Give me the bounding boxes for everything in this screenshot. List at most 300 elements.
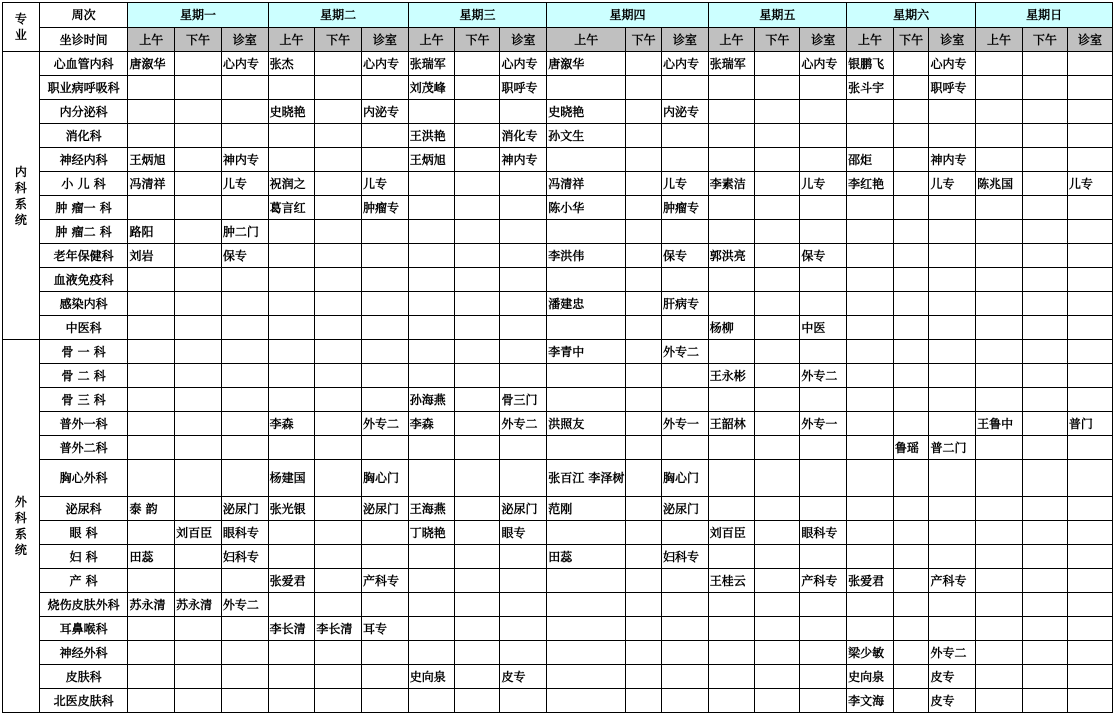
morning-doctor-cell [128,665,175,689]
clinic-room-cell [800,340,847,364]
morning-doctor-cell: 冯清祥 [547,172,626,196]
afternoon-doctor-cell [893,316,929,340]
clinic-room-cell [800,665,847,689]
afternoon-doctor-cell [175,196,222,220]
afternoon-doctor-cell [626,76,662,100]
clinic-room-cell [1067,292,1112,316]
afternoon-doctor-cell [455,617,500,641]
clinic-room-cell [929,268,976,292]
morning-doctor-cell [268,545,315,569]
table-row [3,268,1113,292]
clinic-room-cell [1067,268,1112,292]
clinic-room-cell [500,292,547,316]
clinic-room-cell [1067,76,1112,100]
morning-doctor-cell [847,436,894,460]
afternoon-doctor-cell [175,124,222,148]
afternoon-doctor-cell [893,412,929,436]
morning-doctor-cell [268,148,315,172]
clinic-room-cell [800,76,847,100]
table-row [3,665,1113,689]
clinic-room-cell: 妇科专 [221,545,268,569]
department-name: 肿 瘤二 科 [39,220,128,244]
morning-doctor-cell: 张斗宇 [847,76,894,100]
clinic-room-cell: 外专二 [661,340,708,364]
clinic-room-cell [221,460,268,497]
afternoon-doctor-cell [315,268,362,292]
clinic-room-cell [221,388,268,412]
afternoon-doctor-cell [893,497,929,521]
clinic-room-cell [362,593,409,617]
clinic-room-cell [362,689,409,713]
morning-doctor-cell [708,617,755,641]
table-row [3,100,1113,124]
clinic-room-cell [929,545,976,569]
afternoon-doctor-cell [1022,412,1067,436]
afternoon-doctor-cell [893,268,929,292]
morning-doctor-cell: 杨柳 [708,316,755,340]
clinic-room-cell: 职呼专 [500,76,547,100]
morning-doctor-cell: 李素洁 [708,172,755,196]
clinic-room-cell [800,220,847,244]
morning-doctor-cell [547,689,626,713]
morning-doctor-cell [128,364,175,388]
morning-doctor-cell: 刘百臣 [708,521,755,545]
afternoon-doctor-cell [455,292,500,316]
department-name: 血液免疫科 [39,268,128,292]
clinic-room-cell [800,545,847,569]
afternoon-doctor-cell [755,689,800,713]
department-name: 肿 瘤一 科 [39,196,128,220]
clinic-room-cell [661,148,708,172]
morning-doctor-cell [976,268,1023,292]
afternoon-doctor-cell [893,172,929,196]
afternoon-doctor-cell [455,521,500,545]
morning-doctor-cell [976,521,1023,545]
morning-doctor-cell [547,665,626,689]
morning-doctor-cell [268,268,315,292]
morning-doctor-cell: 张瑞军 [708,52,755,76]
clinic-room-cell [221,340,268,364]
table-row [3,617,1113,641]
header-row-days [3,3,1113,28]
afternoon-doctor-cell: 鲁瑶 [893,436,929,460]
afternoon-doctor-cell [755,617,800,641]
afternoon-doctor-cell [455,689,500,713]
clinic-room-cell [661,76,708,100]
clinic-room-cell [500,220,547,244]
clinic-room-cell [929,460,976,497]
afternoon-doctor-cell [626,316,662,340]
afternoon-doctor-cell [315,364,362,388]
afternoon-doctor-cell [893,52,929,76]
afternoon-doctor-cell [893,244,929,268]
afternoon-doctor-cell [626,268,662,292]
morning-doctor-cell [268,124,315,148]
clinic-room-cell [661,665,708,689]
clinic-room-cell: 眼科专 [800,521,847,545]
clinic-room-cell [362,364,409,388]
morning-doctor-cell [976,316,1023,340]
morning-doctor-cell [708,100,755,124]
clinic-room-cell: 骨三门 [500,388,547,412]
clinic-room-cell: 外专二 [221,593,268,617]
morning-doctor-cell [408,100,455,124]
clinic-room-cell: 内泌专 [661,100,708,124]
afternoon-doctor-cell [1022,172,1067,196]
session-pm-header: 下午 [315,28,362,52]
afternoon-doctor-cell [455,665,500,689]
clinic-room-cell: 肿瘤专 [362,196,409,220]
afternoon-doctor-cell [455,76,500,100]
morning-doctor-cell [408,460,455,497]
afternoon-doctor-cell [1022,292,1067,316]
afternoon-doctor-cell [1022,665,1067,689]
morning-doctor-cell: 杨建国 [268,460,315,497]
clinic-room-cell: 泌尿门 [500,497,547,521]
clinic-room-cell: 眼科专 [221,521,268,545]
morning-doctor-cell [128,76,175,100]
morning-doctor-cell [847,316,894,340]
morning-doctor-cell [708,268,755,292]
session-am-header: 上午 [128,28,175,52]
afternoon-doctor-cell [755,497,800,521]
afternoon-doctor-cell [755,316,800,340]
afternoon-doctor-cell [755,364,800,388]
afternoon-doctor-cell [315,172,362,196]
morning-doctor-cell [976,641,1023,665]
afternoon-doctor-cell [755,196,800,220]
clinic-room-cell [362,521,409,545]
clinic-room-cell [362,124,409,148]
morning-doctor-cell [847,545,894,569]
morning-doctor-cell [847,220,894,244]
clinic-room-cell: 心内专 [800,52,847,76]
session-am-header: 上午 [847,28,894,52]
afternoon-doctor-cell [626,689,662,713]
afternoon-doctor-cell [455,340,500,364]
afternoon-doctor-cell [626,436,662,460]
table-row [3,124,1113,148]
morning-doctor-cell [708,76,755,100]
morning-doctor-cell: 陈兆国 [976,172,1023,196]
afternoon-doctor-cell [315,545,362,569]
morning-doctor-cell [547,521,626,545]
morning-doctor-cell: 史向泉 [847,665,894,689]
clinic-room-cell [221,100,268,124]
morning-doctor-cell: 王韶林 [708,412,755,436]
morning-doctor-cell [268,316,315,340]
afternoon-doctor-cell [626,593,662,617]
clinic-room-cell [800,689,847,713]
morning-doctor-cell [976,388,1023,412]
afternoon-doctor-cell [455,641,500,665]
table-row [3,52,1113,76]
clinic-room-cell [362,76,409,100]
afternoon-doctor-cell [1022,689,1067,713]
afternoon-doctor-cell [893,689,929,713]
clinic-room-header: 诊室 [221,28,268,52]
clinic-room-cell [929,100,976,124]
morning-doctor-cell: 郭洪亮 [708,244,755,268]
clinic-room-cell [661,569,708,593]
clinic-room-cell [661,268,708,292]
morning-doctor-cell [976,460,1023,497]
afternoon-doctor-cell [755,148,800,172]
session-pm-header: 下午 [1022,28,1067,52]
morning-doctor-cell [976,220,1023,244]
morning-doctor-cell [408,340,455,364]
department-name: 骨 三 科 [39,388,128,412]
afternoon-doctor-cell [175,665,222,689]
clinic-room-cell [362,665,409,689]
afternoon-doctor-cell [455,436,500,460]
clinic-room-cell [362,148,409,172]
table-row [3,545,1113,569]
afternoon-doctor-cell [455,244,500,268]
morning-doctor-cell [976,196,1023,220]
morning-doctor-cell [408,220,455,244]
morning-doctor-cell [268,641,315,665]
clinic-room-cell: 耳专 [362,617,409,641]
morning-doctor-cell [408,545,455,569]
morning-doctor-cell [976,148,1023,172]
morning-doctor-cell [847,388,894,412]
afternoon-doctor-cell [1022,100,1067,124]
afternoon-doctor-cell [175,292,222,316]
system-group-label: 外科系统 [14,495,27,557]
clinic-room-cell [221,292,268,316]
clinic-room-cell [221,665,268,689]
morning-doctor-cell [976,340,1023,364]
clinic-room-cell: 普二门 [929,436,976,460]
afternoon-doctor-cell [626,148,662,172]
clinic-room-cell: 眼专 [500,521,547,545]
clinic-room-cell [500,196,547,220]
morning-doctor-cell: 王永彬 [708,364,755,388]
clinic-room-cell: 皮专 [929,665,976,689]
clinic-room-cell [500,172,547,196]
morning-doctor-cell [408,316,455,340]
day-header: 星期一 [128,3,268,28]
clinic-room-cell [929,617,976,641]
morning-doctor-cell [708,220,755,244]
clinic-room-cell [362,388,409,412]
department-name: 职业病呼吸科 [39,76,128,100]
table-row [3,148,1113,172]
afternoon-doctor-cell [175,244,222,268]
clinic-room-cell [221,76,268,100]
table-row [3,593,1113,617]
morning-doctor-cell [976,292,1023,316]
morning-doctor-cell: 唐溆华 [128,52,175,76]
morning-doctor-cell [976,124,1023,148]
morning-doctor-cell: 张杰 [268,52,315,76]
clinic-room-cell [800,641,847,665]
morning-doctor-cell [408,436,455,460]
clinic-room-cell: 神内专 [221,148,268,172]
afternoon-doctor-cell [755,244,800,268]
afternoon-doctor-cell [893,196,929,220]
morning-doctor-cell [547,364,626,388]
morning-doctor-cell: 孙文生 [547,124,626,148]
clinic-room-cell [800,436,847,460]
morning-doctor-cell: 泰 韵 [128,497,175,521]
department-name: 胸心外科 [39,460,128,497]
clinic-room-cell [929,196,976,220]
clinic-room-cell: 外专一 [661,412,708,436]
morning-doctor-cell: 刘茂峰 [408,76,455,100]
afternoon-doctor-cell [315,220,362,244]
afternoon-doctor-cell [626,340,662,364]
table-row [3,412,1113,436]
morning-doctor-cell [976,436,1023,460]
afternoon-doctor-cell [315,569,362,593]
morning-doctor-cell [708,545,755,569]
department-name: 北医皮肤科 [39,689,128,713]
afternoon-doctor-cell [1022,316,1067,340]
morning-doctor-cell: 史晓艳 [547,100,626,124]
afternoon-doctor-cell [1022,460,1067,497]
morning-doctor-cell [268,665,315,689]
morning-doctor-cell [847,340,894,364]
morning-doctor-cell: 丁晓艳 [408,521,455,545]
clinic-room-cell: 泌尿门 [362,497,409,521]
afternoon-doctor-cell [893,292,929,316]
morning-doctor-cell: 李洪伟 [547,244,626,268]
morning-doctor-cell: 李青中 [547,340,626,364]
clinic-room-cell: 泌尿门 [661,497,708,521]
afternoon-doctor-cell [175,388,222,412]
afternoon-doctor-cell [755,172,800,196]
afternoon-doctor-cell [455,124,500,148]
table-row [3,388,1113,412]
morning-doctor-cell [268,593,315,617]
clinic-room-cell: 儿专 [929,172,976,196]
afternoon-doctor-cell [1022,521,1067,545]
clinic-room-cell [661,388,708,412]
afternoon-doctor-cell [315,196,362,220]
afternoon-doctor-cell [1022,196,1067,220]
clinic-room-cell [500,268,547,292]
afternoon-doctor-cell [455,220,500,244]
clinic-room-cell: 肿二门 [221,220,268,244]
morning-doctor-cell [408,689,455,713]
afternoon-doctor-cell [175,412,222,436]
clinic-room-cell [221,412,268,436]
morning-doctor-cell [408,244,455,268]
system-group-cell [3,340,40,713]
clinic-room-cell: 皮专 [500,665,547,689]
afternoon-doctor-cell [626,641,662,665]
afternoon-doctor-cell [755,412,800,436]
day-header: 星期六 [847,3,976,28]
clinic-room-cell: 外专一 [800,412,847,436]
afternoon-doctor-cell [455,460,500,497]
clinic-room-cell [500,460,547,497]
morning-doctor-cell: 李长清 [268,617,315,641]
clinic-room-cell [800,196,847,220]
afternoon-doctor-cell [1022,244,1067,268]
morning-doctor-cell: 邵炬 [847,148,894,172]
department-name: 皮肤科 [39,665,128,689]
morning-doctor-cell [128,412,175,436]
afternoon-doctor-cell [175,436,222,460]
morning-doctor-cell [268,76,315,100]
table-row [3,521,1113,545]
clinic-room-cell [362,316,409,340]
morning-doctor-cell [408,617,455,641]
afternoon-doctor-cell [893,100,929,124]
afternoon-doctor-cell [175,340,222,364]
clinic-room-cell [1067,52,1112,76]
morning-doctor-cell: 冯清祥 [128,172,175,196]
system-group-label: 内科系统 [14,164,27,227]
clinic-room-cell: 妇科专 [661,545,708,569]
afternoon-doctor-cell [1022,388,1067,412]
morning-doctor-cell: 李森 [268,412,315,436]
afternoon-doctor-cell [175,268,222,292]
morning-doctor-cell: 张百江 李泽树 [547,460,626,497]
afternoon-doctor-cell [626,172,662,196]
afternoon-doctor-cell [755,292,800,316]
morning-doctor-cell [268,388,315,412]
clinic-room-cell [500,316,547,340]
morning-doctor-cell: 王炳旭 [128,148,175,172]
morning-doctor-cell [847,292,894,316]
clinic-room-cell [362,268,409,292]
department-name: 老年保健科 [39,244,128,268]
afternoon-doctor-cell [626,220,662,244]
afternoon-doctor-cell [1022,545,1067,569]
clinic-room-cell [800,617,847,641]
afternoon-doctor-cell [1022,364,1067,388]
morning-doctor-cell [547,148,626,172]
table-row [3,292,1113,316]
afternoon-doctor-cell [626,497,662,521]
system-group-cell [3,52,40,340]
major-label: 专业 [14,12,27,42]
afternoon-doctor-cell [626,52,662,76]
morning-doctor-cell [547,436,626,460]
morning-doctor-cell: 祝润之 [268,172,315,196]
session-am-header: 上午 [408,28,455,52]
afternoon-doctor-cell [455,268,500,292]
afternoon-doctor-cell [315,497,362,521]
morning-doctor-cell [847,100,894,124]
afternoon-doctor-cell [626,460,662,497]
department-name: 内分泌科 [39,100,128,124]
clinic-room-header: 诊室 [500,28,547,52]
afternoon-doctor-cell [893,388,929,412]
morning-doctor-cell: 张瑞军 [408,52,455,76]
morning-doctor-cell [408,364,455,388]
afternoon-doctor-cell [1022,617,1067,641]
morning-doctor-cell [268,244,315,268]
afternoon-doctor-cell [1022,220,1067,244]
morning-doctor-cell: 史向泉 [408,665,455,689]
clinic-room-cell [362,340,409,364]
clinic-room-cell: 神内专 [500,148,547,172]
clinic-room-cell [929,412,976,436]
clinic-room-cell [500,340,547,364]
morning-doctor-cell [708,148,755,172]
morning-doctor-cell [847,497,894,521]
morning-doctor-cell [268,521,315,545]
morning-doctor-cell [976,617,1023,641]
clinic-room-cell: 儿专 [661,172,708,196]
clinic-room-cell [221,689,268,713]
department-name: 普外二科 [39,436,128,460]
